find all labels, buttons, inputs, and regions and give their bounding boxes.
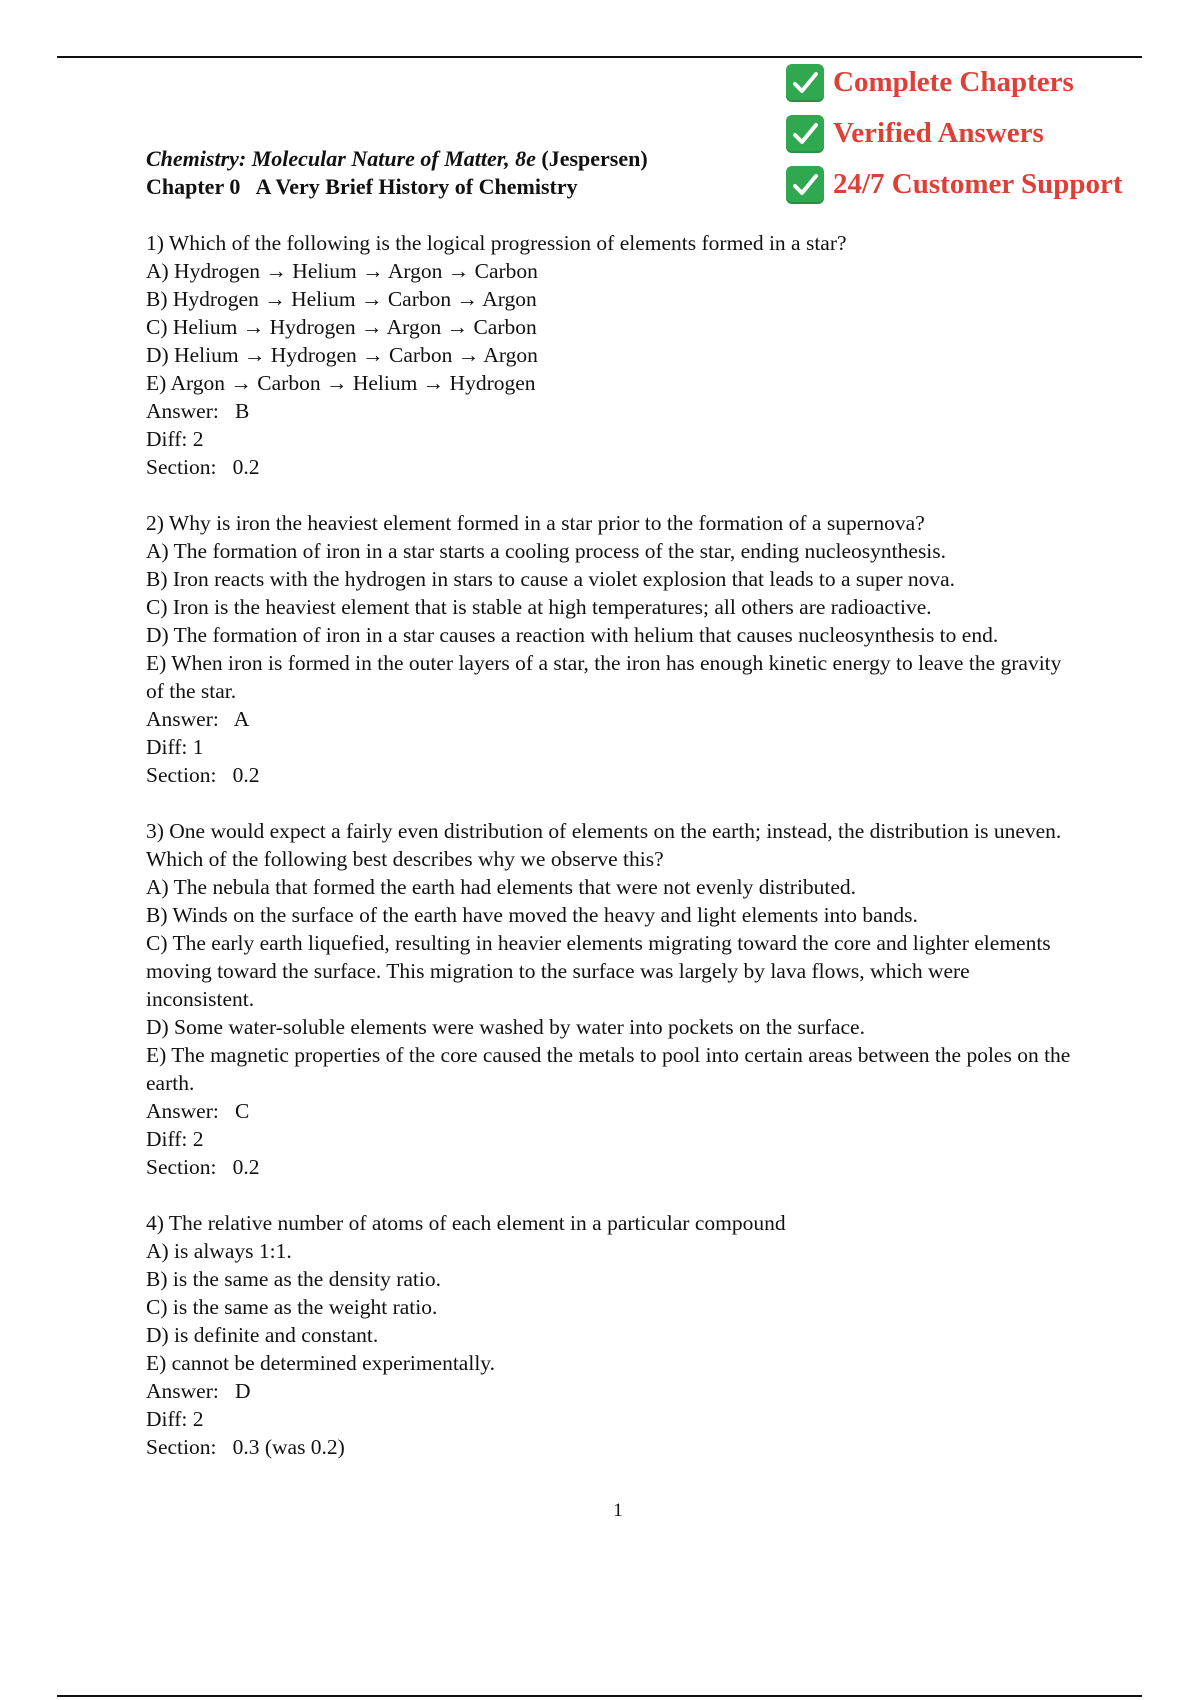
chapter-title: Chapter 0 A Very Brief History of Chemistry (146, 174, 578, 199)
option-e: E) Argon → Carbon → Helium → Hydrogen (146, 371, 536, 395)
answer-line: Answer: A (146, 707, 250, 731)
section-line: Section: 0.2 (146, 763, 260, 787)
document-header (146, 145, 648, 201)
section-line: Section: 0.3 (was 0.2) (146, 1435, 345, 1459)
check-icon (786, 115, 824, 153)
option-b: B) Iron reacts with the hydrogen in stars to cause a violet explosion that leads to a super nova. (146, 567, 956, 591)
section-line: Section: 0.2 (146, 1155, 260, 1179)
check-icon (786, 166, 824, 204)
question-item (146, 1209, 1081, 1461)
option-d: D) Some water-soluble elements were washed by water into pockets on the surface. (146, 1015, 865, 1039)
option-e: E) When iron is formed in the outer layers of a star, the iron has enough kinetic energy to leave the gravity of the star. (146, 651, 1067, 703)
check-icon (786, 64, 824, 102)
section-line: Section: 0.2 (146, 455, 260, 479)
badge-complete-chapters (786, 57, 1123, 108)
difficulty-line: Diff: 2 (146, 1127, 204, 1151)
option-d: D) Helium → Hydrogen → Carbon → Argon (146, 343, 538, 367)
badge-label: Verified Answers (833, 117, 1044, 149)
badge-label: 24/7 Customer Support (833, 168, 1123, 200)
question-stem: 2) Why is iron the heaviest element formed in a star prior to the formation of a supernova? (146, 511, 925, 535)
option-e: E) cannot be determined experimentally. (146, 1351, 496, 1375)
answer-line: Answer: C (146, 1099, 250, 1123)
question-item (146, 509, 1081, 789)
answer-line: Answer: D (146, 1379, 251, 1403)
badge-verified-answers (786, 108, 1123, 159)
badge-customer-support (786, 159, 1123, 210)
difficulty-line: Diff: 2 (146, 1407, 204, 1431)
book-title-line (146, 145, 648, 173)
answer-line: Answer: B (146, 399, 250, 423)
option-e: E) The magnetic properties of the core caused the metals to pool into certain areas between the poles on the earth. (146, 1043, 1076, 1095)
question-item (146, 229, 1081, 481)
question-stem: 4) The relative number of atoms of each element in a particular compound (146, 1211, 786, 1235)
option-b: B) Winds on the surface of the earth have moved the heavy and light elements into bands. (146, 903, 918, 927)
badge-label: Complete Chapters (833, 66, 1074, 98)
option-c: C) is the same as the weight ratio. (146, 1295, 438, 1319)
question-stem: 1) Which of the following is the logical progression of elements formed in a star? (146, 231, 847, 255)
question-list (146, 229, 1081, 1489)
option-c: C) Iron is the heaviest element that is stable at high temperatures; all others are radioactive. (146, 595, 932, 619)
question-item (146, 817, 1081, 1181)
difficulty-line: Diff: 2 (146, 427, 204, 451)
option-a: A) Hydrogen → Helium → Argon → Carbon (146, 259, 538, 283)
option-d: D) The formation of iron in a star causes a reaction with helium that causes nucleosynthesis to end. (146, 623, 999, 647)
bottom-rule (57, 1695, 1142, 1697)
option-b: B) is the same as the density ratio. (146, 1267, 441, 1291)
question-stem: 3) One would expect a fairly even distribution of elements on the earth; instead, the distribution is uneven. Which of the following best describes why we observe this? (146, 819, 1067, 871)
option-c: C) The early earth liquefied, resulting in heavier elements migrating toward the core and lighter elements moving toward the surface. This migration to the surface was largely by lava flows, which were inconsistent. (146, 931, 1057, 1011)
difficulty-line: Diff: 1 (146, 735, 204, 759)
option-b: B) Hydrogen → Helium → Carbon → Argon (146, 287, 537, 311)
page-number: 1 (613, 1500, 623, 1521)
option-d: D) is definite and constant. (146, 1323, 379, 1347)
option-a: A) The formation of iron in a star starts a cooling process of the star, ending nucleosynthesis. (146, 539, 947, 563)
option-a: A) is always 1:1. (146, 1239, 292, 1263)
book-title: Chemistry: Molecular Nature of Matter, 8e (146, 146, 536, 171)
option-a: A) The nebula that formed the earth had elements that were not evenly distributed. (146, 875, 857, 899)
option-c: C) Helium → Hydrogen → Argon → Carbon (146, 315, 537, 339)
promo-badges (786, 57, 1123, 210)
book-author: (Jespersen) (541, 146, 648, 171)
